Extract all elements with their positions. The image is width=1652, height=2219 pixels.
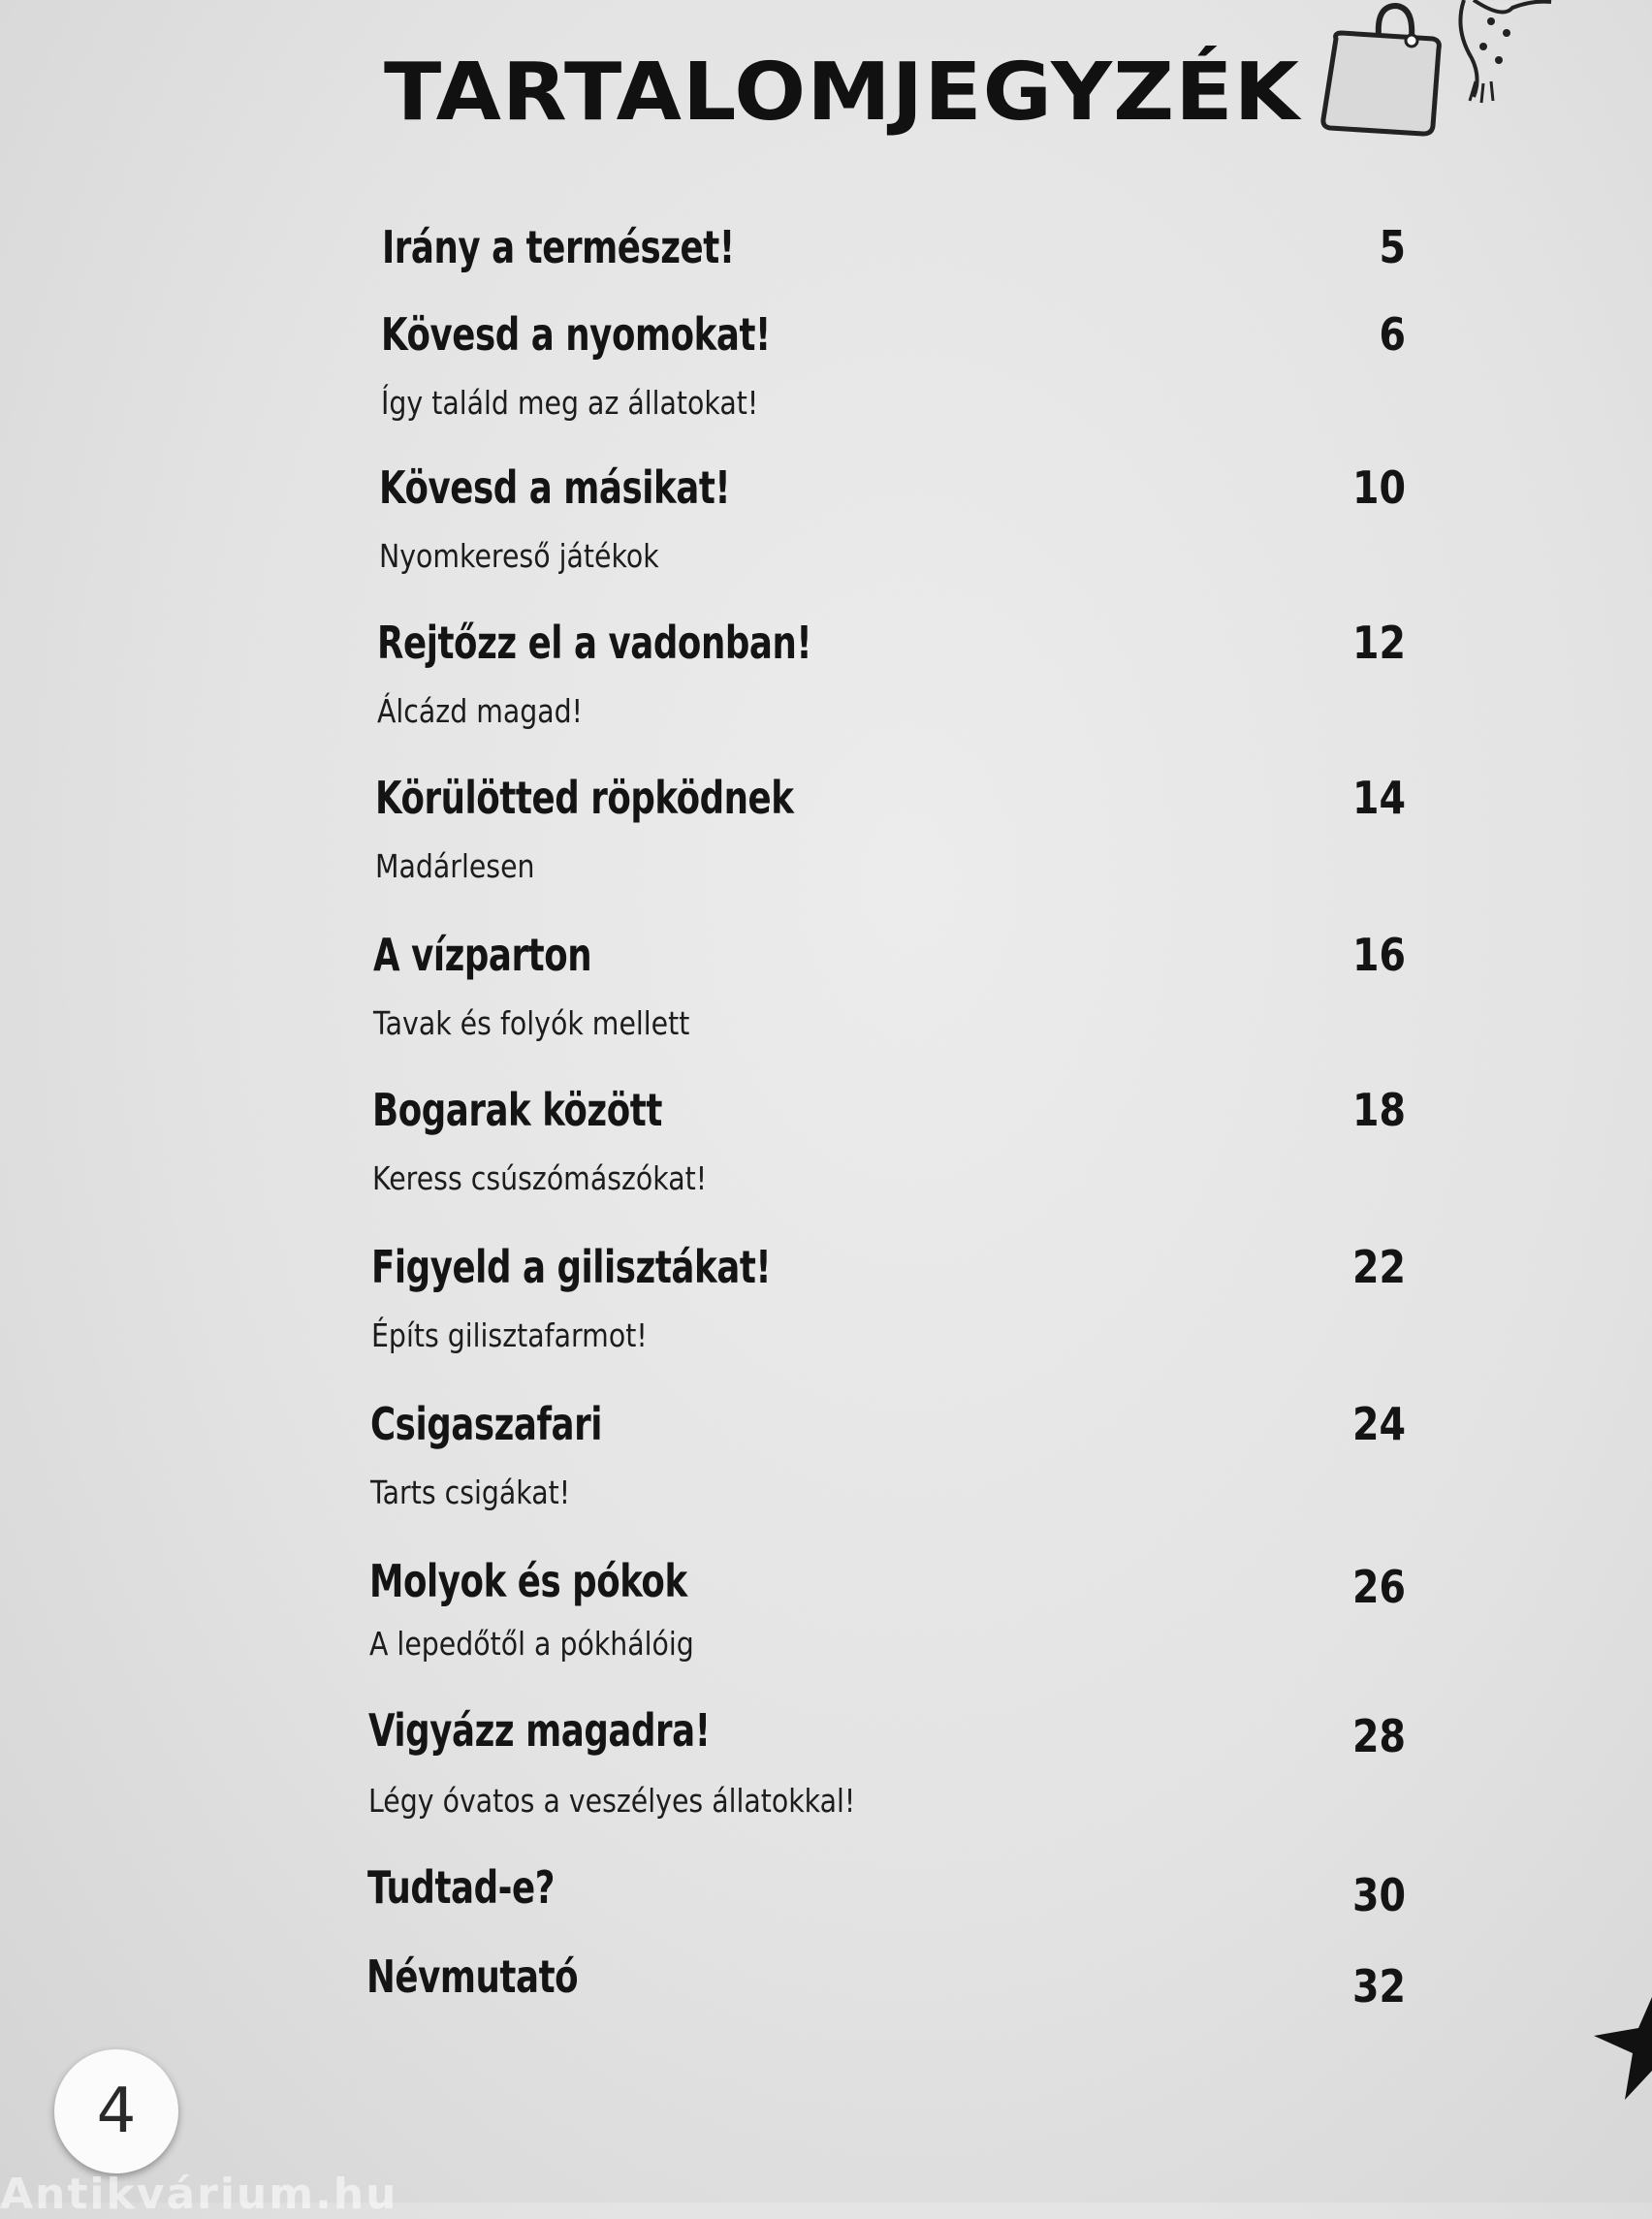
toc-entry-title[interactable]: A vízparton [373, 929, 592, 981]
toc-entry-page: 22 [1351, 1241, 1406, 1293]
toc-entry-subtitle: Építs gilisztafarmot! [371, 1316, 648, 1354]
toc-entry-page: 12 [1351, 617, 1406, 669]
toc-entry-title[interactable]: Vigyázz magadra! [368, 1704, 711, 1757]
toc-entry-subtitle: A lepedőtől a pókhálóig [369, 1625, 694, 1663]
toc-entry-subtitle: Tarts csigákat! [370, 1474, 571, 1511]
star-icon [1590, 1978, 1652, 2113]
toc-entry-page: 32 [1351, 1960, 1406, 2013]
toc-entry-title[interactable]: Molyok és pókok [369, 1555, 687, 1607]
toc-entry-title[interactable]: Csigaszafari [370, 1398, 602, 1450]
toc-entry-page: 30 [1351, 1869, 1406, 1921]
toc-entry-title[interactable]: Kövesd a nyomokat! [381, 308, 771, 361]
toc-entry-subtitle: Légy óvatos a veszélyes állatokkal! [368, 1782, 856, 1820]
toc-entry-subtitle: Keress csúszómászókat! [372, 1159, 708, 1197]
toc-entry-title[interactable]: Tudtad-e? [367, 1861, 555, 1914]
toc-entry-subtitle: Tavak és folyók mellett [373, 1004, 690, 1042]
toc-entry-title[interactable]: Rejtőzz el a vadonban! [377, 617, 812, 669]
toc-entry-page: 16 [1351, 929, 1406, 981]
toc-entry-subtitle: Nyomkereső játékok [379, 537, 659, 575]
toc-entry-page: 24 [1351, 1398, 1406, 1450]
page-title: TARTALOMJEGYZÉK [384, 47, 1301, 139]
toc-entry-page: 5 [1379, 221, 1406, 273]
page-number-badge: 4 [54, 2049, 178, 2173]
toc-entry-title[interactable]: Bogarak között [372, 1084, 662, 1136]
watermark: Antikvárium.hu [0, 2170, 398, 2219]
toc-entry-subtitle: Madárlesen [375, 847, 535, 885]
toc-entry-page: 18 [1351, 1084, 1406, 1136]
toc-entry-page: 6 [1379, 308, 1406, 361]
toc-entry-page: 26 [1351, 1561, 1406, 1613]
toc-entry-subtitle: Álcázd magad! [377, 692, 584, 730]
toc-entry-page: 10 [1351, 461, 1406, 514]
toc-entry-title[interactable]: Irány a természet! [382, 221, 735, 273]
toc-entry-title[interactable]: Kövesd a másikat! [379, 461, 731, 514]
toc-entry-title[interactable]: Figyeld a gilisztákat! [371, 1241, 772, 1293]
toc-entry-page: 28 [1351, 1710, 1406, 1762]
toc-entry-title[interactable]: Körülötted röpködnek [375, 772, 794, 824]
toc-entry-page: 14 [1351, 772, 1406, 824]
toc-entry-title[interactable]: Névmutató [366, 1950, 579, 2003]
toc-entry-subtitle: Így találd meg az állatokat! [381, 384, 759, 422]
